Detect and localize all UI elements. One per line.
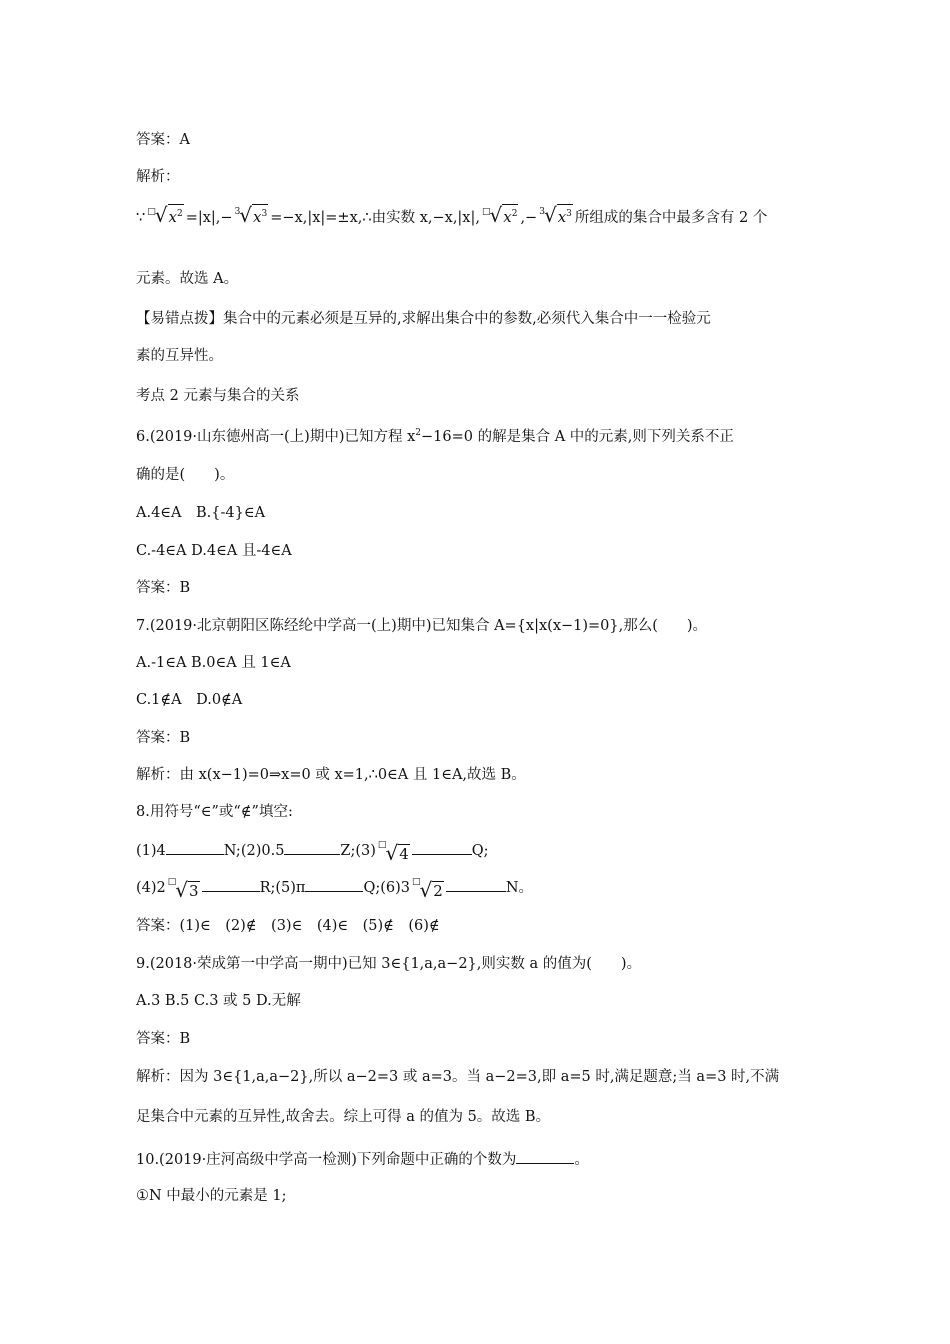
- blank-5: [305, 877, 363, 892]
- tip-line-2: 素的互异性。: [136, 348, 223, 364]
- because-symbol: ∵: [136, 210, 146, 226]
- question-8-row-2: (4)2 □ √ 3 R;(5)π Q;(6)3 □ √ 2 N。: [136, 877, 533, 902]
- analysis-formula-line: ∵ $□√x^2 =|x|,- 3√x^3$ =−x,|x|=±x,∴由实数 x,−x,|x|, $□√x^2$ ,− $3√x^3$ 所组成的集合中最多含有 2 个: [136, 204, 767, 230]
- analysis-label: 解析：: [136, 169, 180, 185]
- question-7: 7.(2019·北京朝阳区陈经纶中学高一(上)期中)已知集合 A={x|x(x−1)=0},那么( )。: [136, 618, 708, 634]
- blank-6: [446, 877, 506, 892]
- blank-2: [284, 840, 340, 855]
- section-heading: 考点 2 元素与集合的关系: [136, 388, 300, 404]
- question-10-item-1: ①N 中最小的元素是 1;: [136, 1188, 287, 1204]
- analysis-conclusion: 元素。故选 A。: [136, 271, 239, 287]
- question-6-line-2: 确的是( )。: [136, 467, 235, 483]
- root-2: □ √ 2: [412, 877, 443, 902]
- blank-7: [516, 1149, 574, 1164]
- question-10: 10.(2019·庄河高级中学高一检测)下列命题中正确的个数为 。: [136, 1149, 589, 1170]
- answer-line-9: 答案：B: [136, 1031, 191, 1047]
- question-6-options-ab: A.4∈A B.{-4}∈A: [136, 505, 266, 521]
- answer-line-5: 答案：A: [136, 132, 190, 148]
- question-9-options: A.3 B.5 C.3 或 5 D.无解: [136, 993, 301, 1009]
- analysis-9-line-2: 足集合中元素的互异性,故舍去。综上可得 a 的值为 5。故选 B。: [136, 1109, 551, 1125]
- question-9: 9.(2018·荣成第一中学高一期中)已知 3∈{1,a,a−2},则实数 a 的值为( )。: [136, 956, 642, 972]
- blank-4: [202, 877, 260, 892]
- question-6-line-1: 6.(2019·山东德州高一(上)期中)已知方程 $x^2-16=0$ 的解是集合 A 中的元素,则下列关系不正: [136, 428, 734, 445]
- answer-line-6: 答案：B: [136, 580, 191, 596]
- root-3: □ √ 3: [167, 877, 199, 902]
- question-7-options-cd: C.1∉A D.0∉A: [136, 692, 243, 708]
- root-4: □ √ 4: [377, 840, 409, 865]
- analysis-7: 解析：由 x(x−1)=0⇒x=0 或 x=1,∴0∈A 且 1∈A,故选 B。: [136, 767, 526, 783]
- cube-root-x-cubed-2: $3√x^3$: [539, 203, 572, 227]
- tip-line-1: 【易错点拨】集合中的元素必须是互异的,求解出集合中的参数,必须代入集合中一一检验元: [136, 311, 711, 327]
- question-8: 8.用符号“∈”或“∉”填空:: [136, 804, 293, 820]
- root-x-squared-2: $□√x^2$: [481, 203, 518, 227]
- blank-1: [166, 840, 224, 855]
- question-7-options-ab: A.-1∈A B.0∈A 且 1∈A: [136, 655, 291, 671]
- root-x-squared: $□√x^2$: [147, 203, 183, 227]
- answer-line-8: 答案：(1)∈ (2)∉ (3)∈ (4)∈ (5)∉ (6)∉: [136, 918, 440, 934]
- question-6-options-cd: C.-4∈A D.4∈A 且-4∈A: [136, 543, 292, 559]
- cube-root-x-cubed: $3√x^3$: [234, 203, 268, 227]
- question-8-row-1: (1)4 N;(2)0.5 Z;(3) □ √ 4 Q;: [136, 840, 489, 865]
- analysis-9-line-1: 解析：因为 3∈{1,a,a−2},所以 a−2=3 或 a=3。当 a−2=3,即 a=5 时,满足题意;当 a=3 时,不满: [136, 1069, 780, 1085]
- answer-line-7: 答案：B: [136, 730, 191, 746]
- blank-3: [412, 840, 472, 855]
